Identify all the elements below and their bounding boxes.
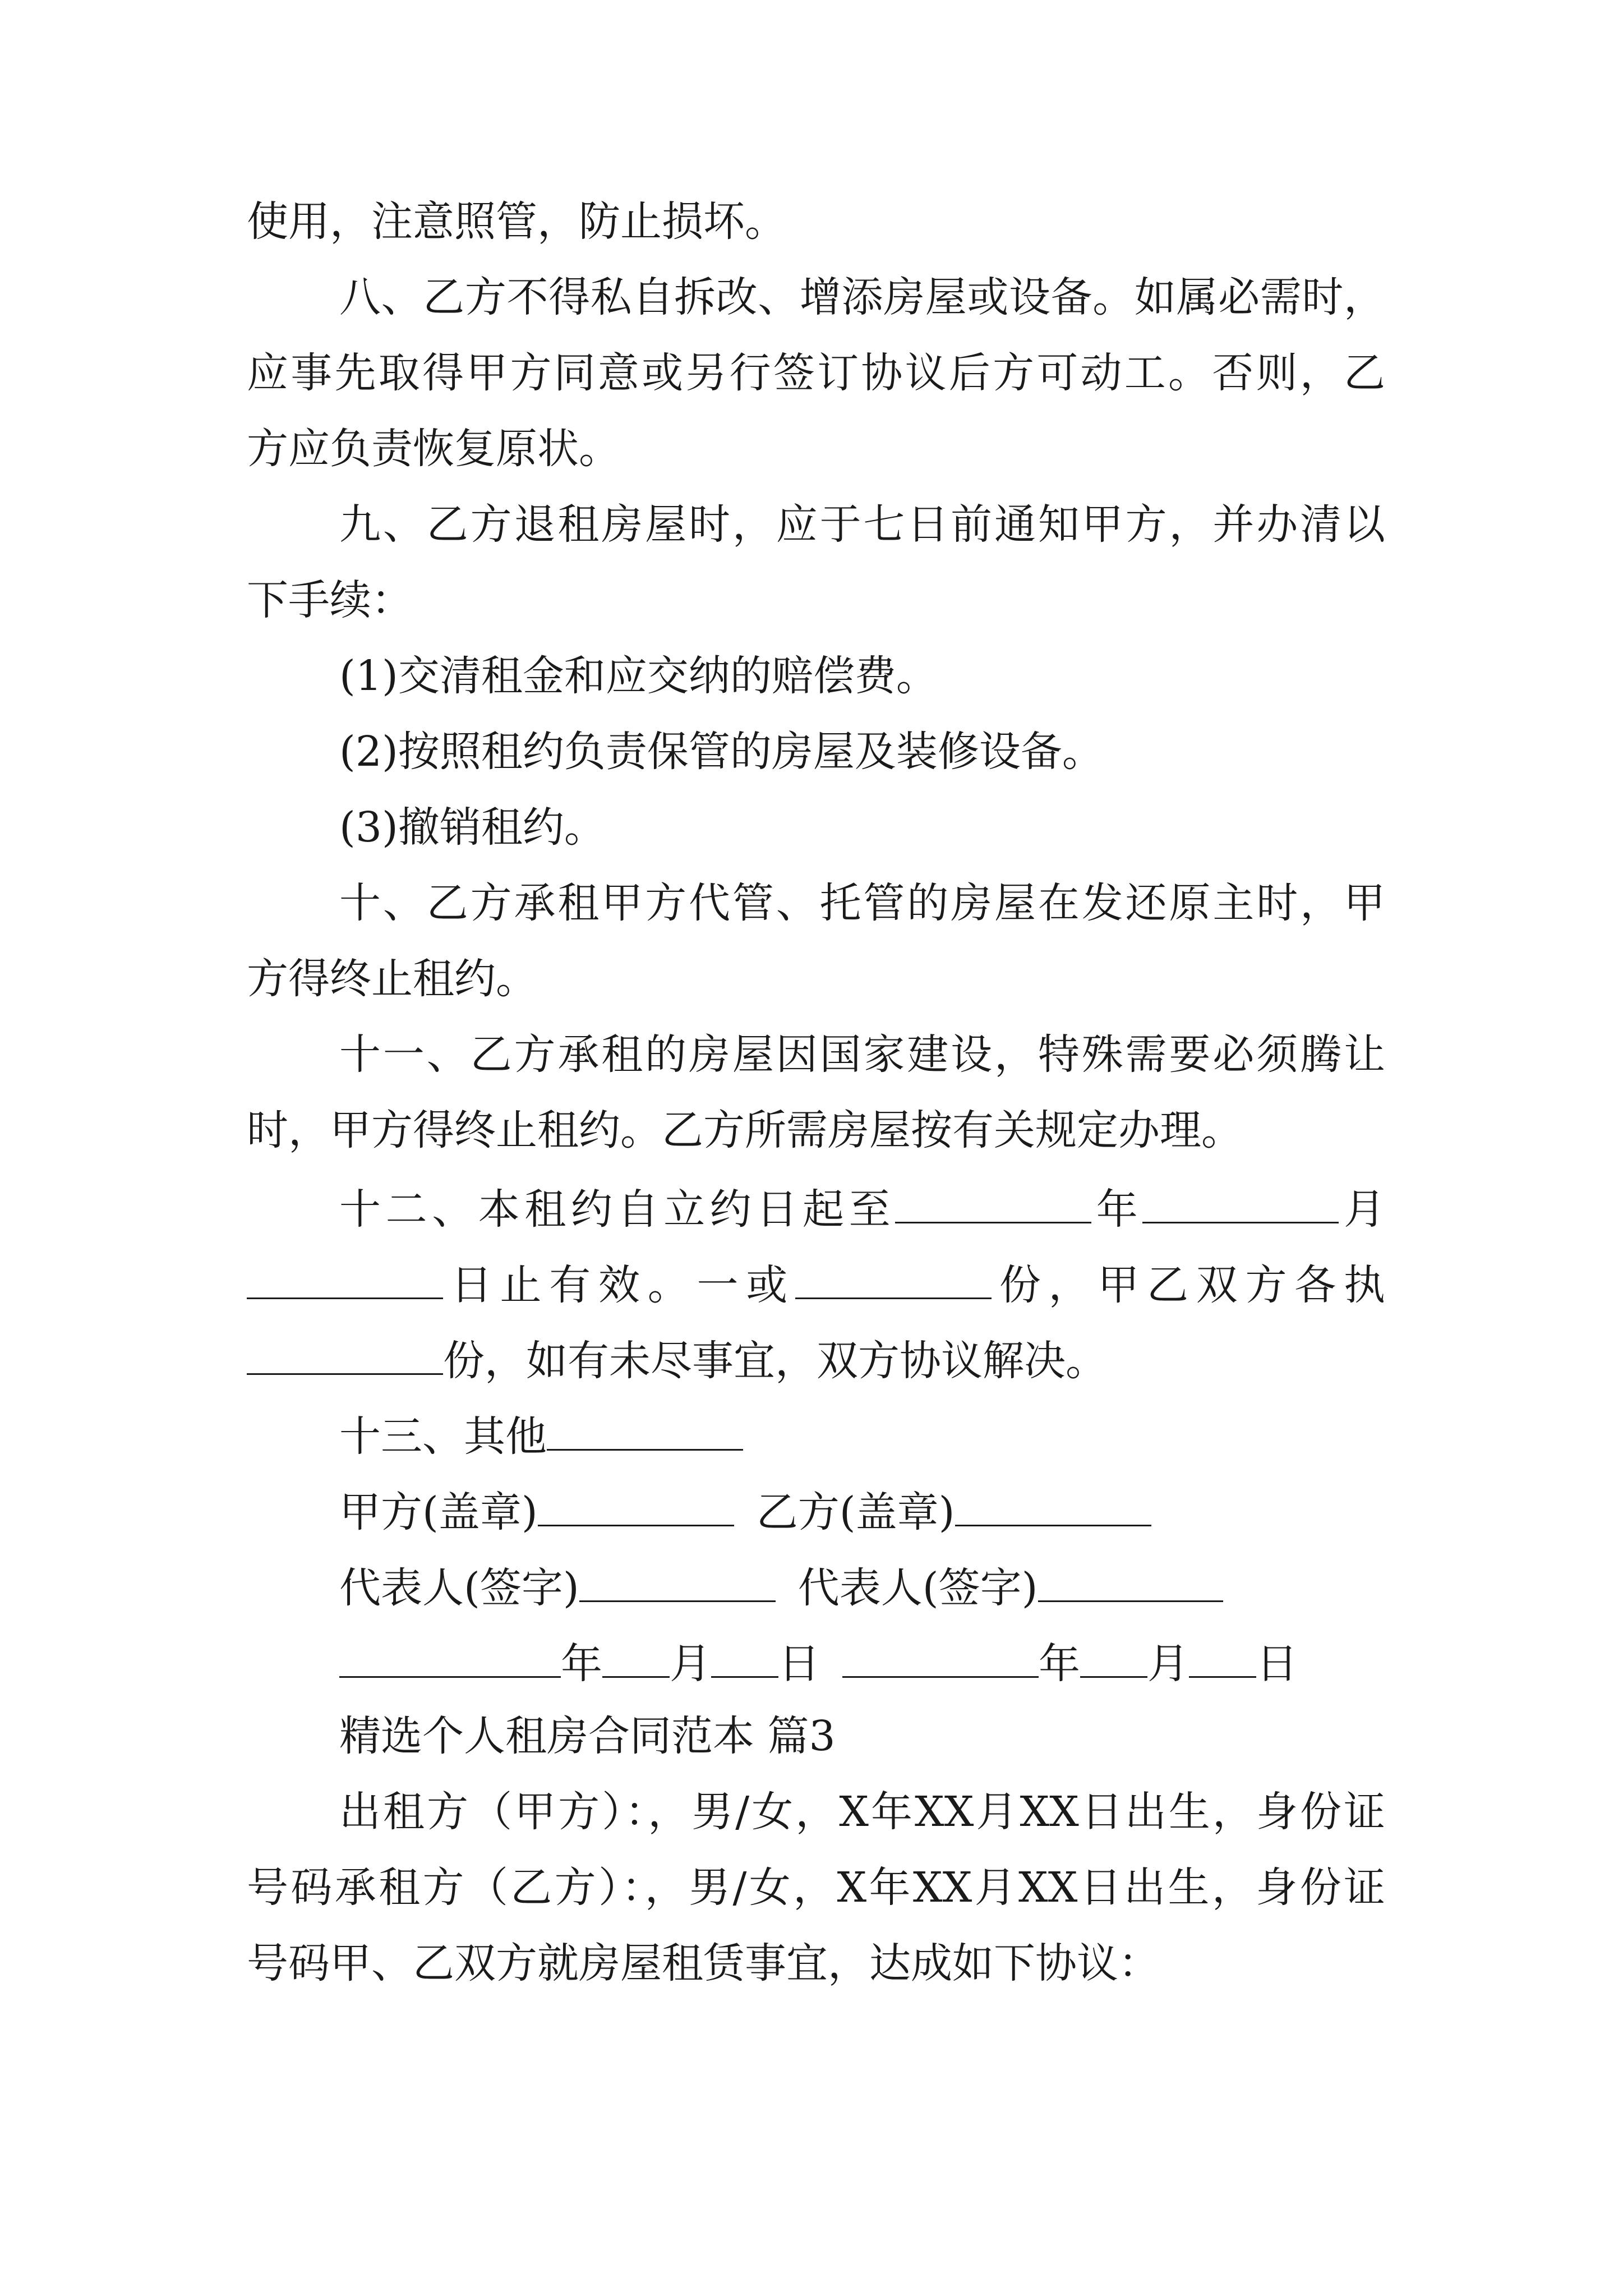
clause-9-item-3: (3)撤销租约。 (339, 803, 606, 852)
clause-12-text: 份，如有未尽事宜，双方协议解决。 (443, 1337, 1107, 1385)
month-label: 月 (1339, 1185, 1386, 1234)
clause-12-text: 十二、本租约自立约日起至 (339, 1185, 896, 1234)
text-line (247, 1254, 1385, 1310)
text-line: 方得终止租约。 (247, 955, 537, 1003)
text-line: 方应负责恢复原状。 (247, 425, 620, 473)
clause-13 (339, 1405, 1385, 1461)
clause-9: 九、乙方退租房屋时，应于七日前通知甲方，并办清以 (339, 500, 1385, 549)
party-b-seal-label: 乙方(盖章) (756, 1488, 955, 1536)
clause-9-item-1: (1)交清租金和应交纳的赔偿费。 (339, 652, 938, 700)
clause-8: 八、乙方不得私自拆改、增添房屋或设备。如属必需时， (339, 273, 1385, 321)
date-a-year-blank[interactable] (339, 1632, 561, 1678)
rep-a-blank[interactable] (579, 1557, 776, 1602)
clause-12 (339, 1178, 1385, 1234)
section-heading: 精选个人租房合同范本 篇3 (339, 1712, 836, 1760)
fill-blank[interactable] (547, 1405, 743, 1451)
party-b-seal-blank[interactable] (955, 1481, 1151, 1526)
party-a-seal-blank[interactable] (538, 1481, 734, 1526)
date-line (339, 1632, 1385, 1688)
fill-blank[interactable] (895, 1178, 1091, 1223)
clause-12-text: 份，甲乙双方各执 (992, 1261, 1385, 1309)
text-line: 号码承租方（乙方）：，男/女，X年XX月XX日出生，身份证 (247, 1864, 1385, 1912)
year-label: 年 (1091, 1185, 1143, 1234)
date-a-month-blank[interactable] (602, 1632, 670, 1678)
rep-b-label: 代表人(签字) (797, 1564, 1038, 1612)
seal-line (339, 1481, 1385, 1537)
day-label: 日 (778, 1640, 820, 1688)
date-b-month-blank[interactable] (1080, 1632, 1147, 1678)
text-line: 时，甲方得终止租约。乙方所需房屋按有关规定办理。 (247, 1106, 1243, 1154)
clause-13-label: 十三、其他 (339, 1412, 547, 1461)
year-label: 年 (561, 1640, 602, 1688)
text-line (247, 1329, 1385, 1386)
month-label: 月 (1147, 1640, 1189, 1688)
text-line: 下手续： (247, 576, 413, 624)
fill-blank[interactable] (795, 1254, 992, 1299)
date-b-day-blank[interactable] (1189, 1632, 1256, 1678)
text-line: 使用，注意照管，防止损坏。 (247, 197, 786, 246)
text-line: 号码甲、乙双方就房屋租赁事宜，达成如下协议： (247, 1939, 1160, 1987)
date-a-day-blank[interactable] (711, 1632, 778, 1678)
day-label: 日 (1256, 1640, 1298, 1688)
text-line: 应事先取得甲方同意或另行签订协议后方可动工。否则，乙 (247, 349, 1385, 397)
fill-blank[interactable] (247, 1254, 443, 1299)
party-a-seal-label: 甲方(盖章) (339, 1488, 538, 1536)
representative-line (339, 1557, 1385, 1613)
text-line: 出租方（甲方）：，男/女，X年XX月XX日出生，身份证 (339, 1788, 1385, 1836)
clause-10: 十、乙方承租甲方代管、托管的房屋在发还原主时，甲 (339, 879, 1385, 927)
date-b-year-blank[interactable] (842, 1632, 1039, 1678)
month-label: 月 (670, 1640, 711, 1688)
clause-11: 十一、乙方承租的房屋因国家建设，特殊需要必须腾让 (339, 1030, 1385, 1079)
rep-a-label: 代表人(签字) (339, 1564, 579, 1612)
clause-12-text: 日止有效。一或 (443, 1261, 795, 1309)
fill-blank[interactable] (247, 1329, 443, 1375)
rep-b-blank[interactable] (1038, 1557, 1223, 1602)
year-label: 年 (1039, 1640, 1080, 1688)
clause-9-item-2: (2)按照租约负责保管的房屋及装修设备。 (339, 728, 1104, 776)
fill-blank[interactable] (1142, 1178, 1339, 1223)
